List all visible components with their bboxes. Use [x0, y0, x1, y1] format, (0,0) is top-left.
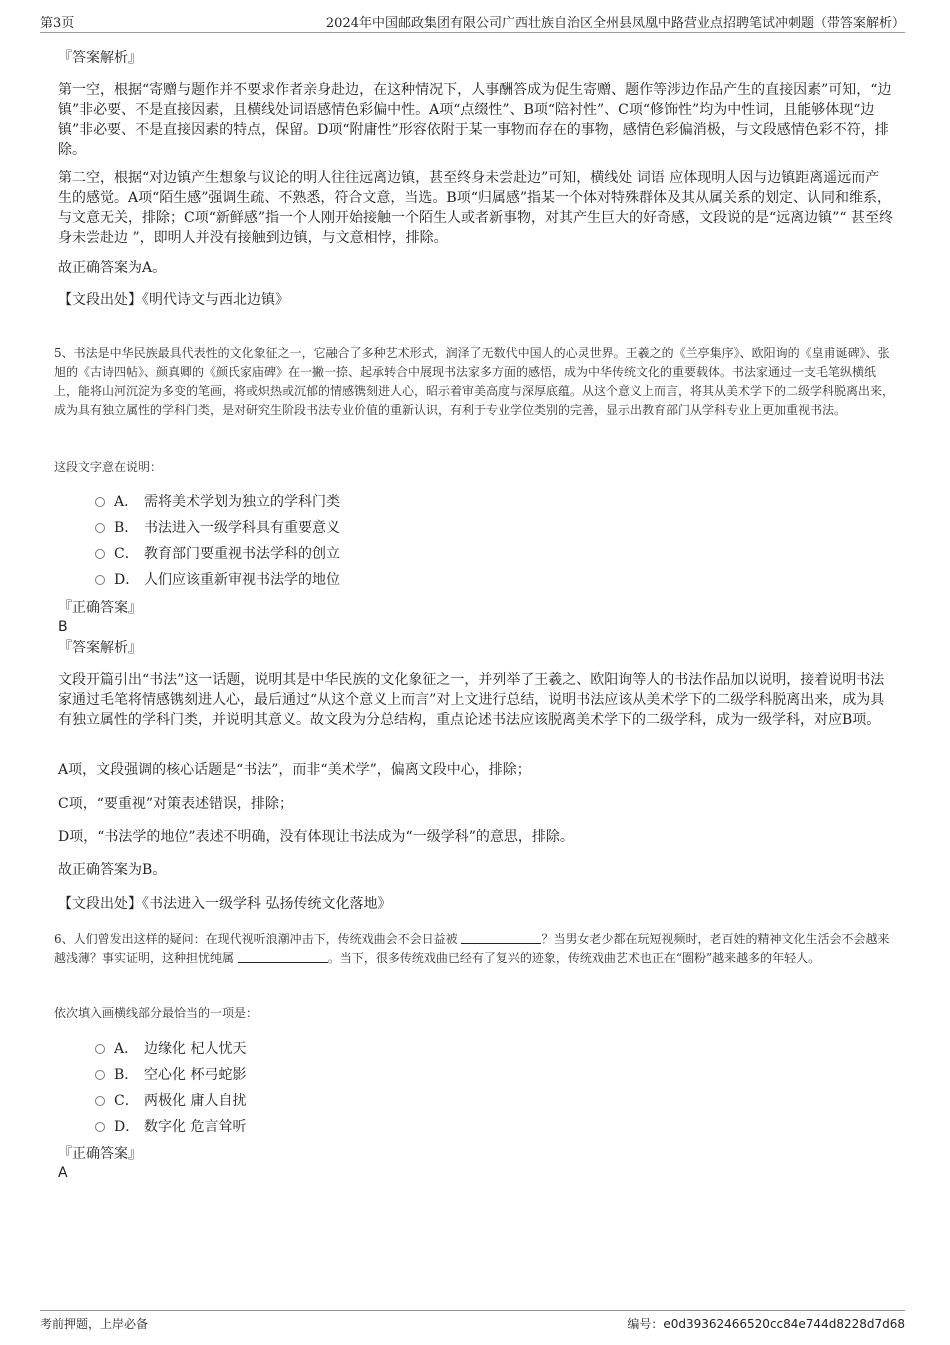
q6-blank-1 — [461, 931, 541, 944]
option-letter: B． — [114, 1067, 139, 1083]
q5-explain-c: C项，“要重视”对策表述错误，排除； — [58, 796, 294, 812]
radio-icon[interactable] — [95, 1122, 105, 1132]
q6-stem-part1: 6、人们曾发出这样的疑问：在现代视听浪潮冲击下，传统戏曲会不会日益被 — [54, 932, 462, 946]
option-letter: D． — [114, 572, 140, 588]
option-letter: C． — [114, 1093, 139, 1109]
code-value: e0d39362466520cc84e744d8228d7d68 — [663, 1317, 905, 1331]
q5-answer-label: 『正确答案』 — [58, 600, 142, 616]
q6-option-b[interactable] — [95, 1065, 246, 1085]
q4-explain-p1: 第一空，根据“寄赠与题作并不要求作者亲身赴边，在这种情况下，人事酬答成为促生寄赠、题作等涉边作品产生的直接因素”可知，“边镇”非必要、不是直接因素，且横线处词语感情色彩偏中性。A项“点缀性”、B项“陪衬性”、C项“修饰性”均为中性词，且能够体现“边镇”非必要、不是直接因素的特点，保留。D项“附庸性”形容依附于某一事物而存在的事物，感情色彩偏消极，与文段感情色彩不符，排除。 — [58, 82, 892, 158]
q5-stem: 5、书法是中华民族最具代表性的文化象征之一，它融合了多种艺术形式，润泽了无数代中国人的心灵世界。王羲之的《兰亭集序》、欧阳询的《皇甫诞碑》、张旭的《古诗四帖》、颜真卿的《颜氏家庙碑》在一撇一捺、起承转合中展现书法家多方面的感悟，成为中华传统文化的重要载体。书法家通过一支毛笔纵横纸上，能将山河沉淀为多变的笔画，将或炽热或沉郁的情感镌刻进人心，昭示着审美高度与深厚底蕴。从这个意义上而言，将其从美术学下的二级学科脱离出来，成为具有独立属性的学科门类，是对研究生阶段书法专业价值的重新认识，有利于专业学位类别的完善，显示出教育部门从学科专业上更加重视书法。 — [54, 346, 895, 417]
q6-stem-part3: 。当下，很多传统戏曲已经有了复兴的迹象，传统戏曲艺术也正在“圈粉”越来越多的年轻人。 — [327, 951, 821, 965]
option-letter: B． — [114, 520, 139, 536]
q5-option-d[interactable] — [95, 570, 340, 590]
radio-icon[interactable] — [95, 575, 105, 585]
q6-answer: A — [58, 1165, 68, 1181]
q6-answer-label: 『正确答案』 — [58, 1146, 142, 1162]
q6-prompt: 依次填入画横线部分最恰当的一项是： — [54, 1006, 259, 1020]
q4-explain-label: 『答案解析』 — [58, 50, 142, 66]
footer-slogan: 考前押题，上岸必备 — [40, 1317, 149, 1331]
option-letter: A． — [114, 494, 139, 510]
q5-prompt: 这段文字意在说明： — [54, 460, 163, 474]
code-label: 编号： — [627, 1317, 664, 1331]
q5-explain-p1: 文段开篇引出“书法”这一话题，说明其是中华民族的文化象征之一，并列举了王羲之、欧阳询等人的书法作品加以说明，接着说明书法家通过毛笔将情感镌刻进人心，最后通过“从这个意义上而言”对上文进行总结，说明书法应该从美术学下的二级学科脱离出来，成为具有独立属性的学科门类，并说明其意义。故文段为分总结构，重点论述书法应该脱离美术学下的二级学科，成为一级学科，对应B项。 — [58, 672, 885, 728]
q6-stem-part2: ？当男女老少都在玩短视频时，老百姓的精神文化生活会不会越来越浅薄？事实证明，这种担忧纯属 — [54, 932, 890, 965]
option-text: 人们应该重新审视书法学的地位 — [144, 572, 340, 588]
option-text: 空心化 杯弓蛇影 — [144, 1067, 247, 1083]
q5-explain-d: D项，“书法学的地位”表述不明确，没有体现让书法成为“一级学科”的意思，排除。 — [58, 829, 574, 845]
radio-icon[interactable] — [95, 1070, 105, 1080]
q5-conclusion: 故正确答案为B。 — [58, 862, 167, 878]
option-text: 数字化 危言耸听 — [144, 1119, 247, 1135]
option-text: 两极化 庸人自扰 — [144, 1093, 247, 1109]
q5-source: 【文段出处】《书法进入一级学科 弘扬传统文化落地》 — [58, 896, 392, 912]
option-text: 边缘化 杞人忧天 — [144, 1041, 247, 1057]
radio-icon[interactable] — [95, 497, 105, 507]
document-code — [627, 1315, 905, 1332]
q5-option-b[interactable] — [95, 518, 340, 538]
q6-option-a[interactable] — [95, 1039, 246, 1059]
q6-blank-2 — [238, 950, 328, 963]
q6-option-c[interactable] — [95, 1091, 246, 1111]
option-text: 教育部门要重视书法学科的创立 — [144, 546, 340, 562]
q6-stem — [54, 930, 899, 968]
q4-conclusion: 故正确答案为A。 — [58, 260, 167, 276]
q5-explain-label: 『答案解析』 — [58, 640, 142, 656]
option-letter: D． — [114, 1119, 140, 1135]
option-text: 需将美术学划为独立的学科门类 — [144, 494, 340, 510]
page-header — [40, 10, 905, 33]
q5-answer: B — [58, 619, 68, 635]
radio-icon[interactable] — [95, 1044, 105, 1054]
option-letter: A． — [114, 1041, 139, 1057]
radio-icon[interactable] — [95, 1096, 105, 1106]
q4-source: 【文段出处】《明代诗文与西北边镇》 — [58, 292, 289, 308]
q5-explain-a: A项，文段强调的核心话题是“书法”，而非“美术学”，偏离文段中心，排除； — [58, 762, 531, 778]
radio-icon[interactable] — [95, 523, 105, 533]
page-number: 第3页 — [40, 16, 75, 31]
page-footer — [40, 1310, 905, 1336]
radio-icon[interactable] — [95, 549, 105, 559]
q6-option-d[interactable] — [95, 1117, 246, 1137]
document-title: 2024年中国邮政集团有限公司广西壮族自治区全州县凤凰中路营业点招聘笔试冲刺题（带答案解析） — [325, 16, 905, 31]
option-text: 书法进入一级学科具有重要意义 — [144, 520, 340, 536]
q5-option-a[interactable] — [95, 492, 340, 512]
option-letter: C． — [114, 546, 139, 562]
q5-option-c[interactable] — [95, 544, 340, 564]
q4-explain-p2: 第二空，根据“对边镇产生想象与议论的明人往往远离边镇，甚至终身未尝赴边”可知，横线处 词语 应体现明人因与边镇距离遥远而产生的感觉。A项“陌生感”强调生疏、不熟悉，符合文意，当选。B项“归属感”指某一个体对特殊群体及其从属关系的划定、认同和维系，与文意无关，排除；C项“新鲜感”指一个人刚开始接触一个陌生人或者新事物，对其产生巨大的好奇感，文段说的是“远离边镇”“ 甚至终身未尝赴边 ”，即明人并没有接触到边镇，与文意相悖，排除。 — [58, 170, 893, 246]
